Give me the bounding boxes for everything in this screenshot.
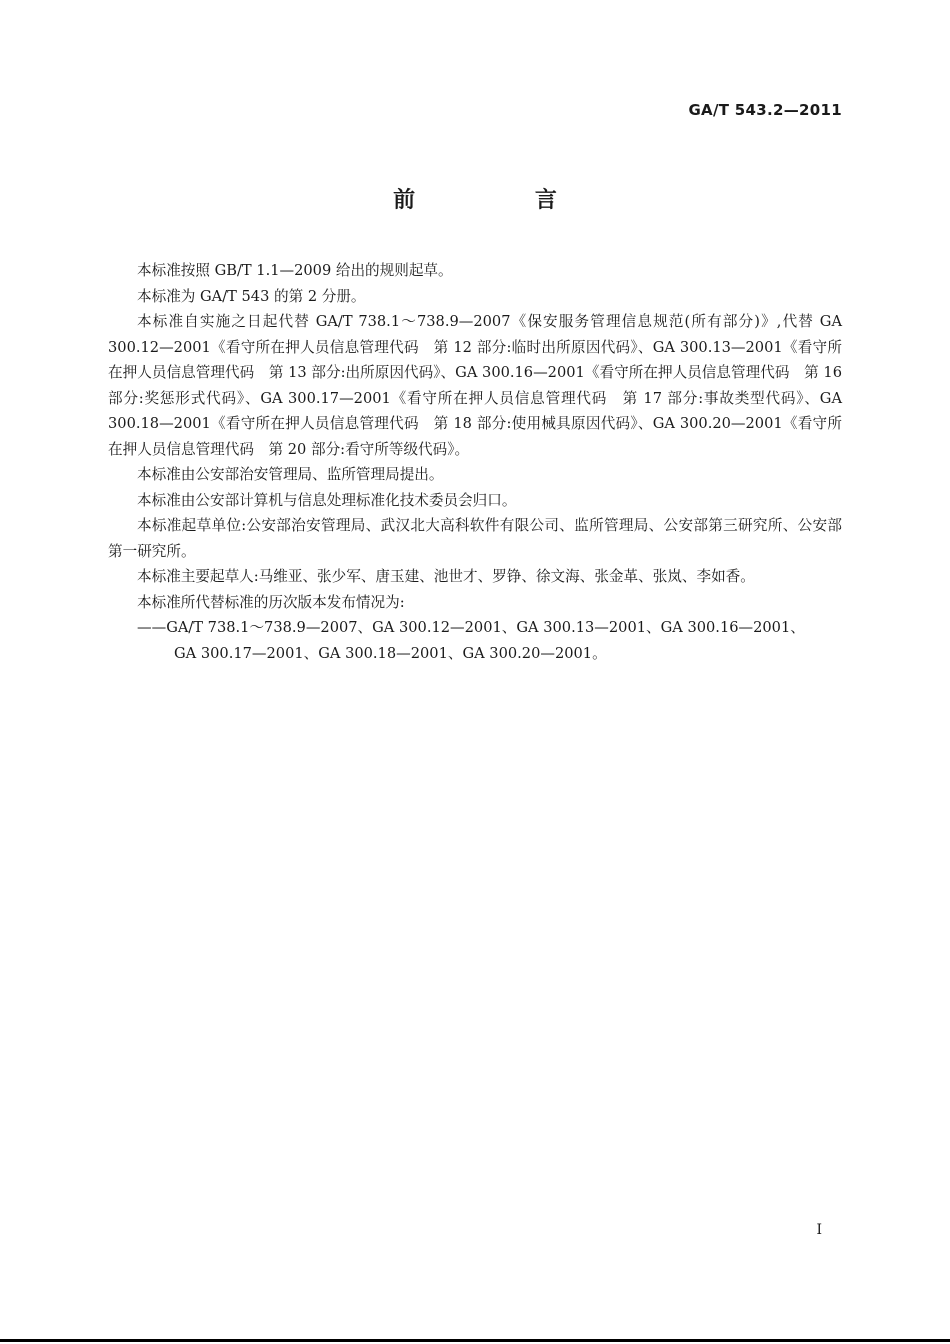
paragraph-under-jurisdiction: 本标准由公安部计算机与信息处理标准化技术委员会归口。 [137, 491, 517, 509]
standard-number: GA/T 543.2—2011 [688, 101, 842, 119]
paragraph-drafting-units: 本标准起草单位:公安部治安管理局、武汉北大高科软件有限公司、监所管理局、公安部第三研究所、公安部第一研究所。 [108, 517, 842, 560]
bottom-border [0, 1339, 950, 1342]
paragraph-part-info: 本标准为 GA/T 543 的第 2 分册。 [137, 287, 366, 305]
paragraph-history-intro: 本标准所代替标准的历次版本发布情况为: [137, 593, 405, 611]
paragraph-replaces: 本标准自实施之日起代替 GA/T 738.1～738.9—2007《保安服务管理信息规范(所有部分)》,代替 GA 300.12—2001《看守所在押人员信息管理代码 第 12 部分:临时出所原因代码》、GA 300.13—2001《看守所在押人员信息管理代码 第 13 部分:出所原因代码》、GA 300.16—2001《看守所在押人员信息管理代码 第 16 部分:奖惩形式代码》、GA 300.17—2001《看守所在押人员信息管理代码 第 17 部分:事故类型代码》、GA 300.18—2001《看守所在押人员信息管理代码 第 18 部分:使用械具原因代码》、GA 300.20—2001《看守所在押人员信息管理代码 第 20 部分:看守所等级代码》。 [108, 313, 842, 458]
history-list-line: ——GA/T 738.1～738.9—2007、GA 300.12—2001、GA 300.13—2001、GA 300.16—2001、 [137, 619, 805, 636]
page-number: I [816, 1222, 822, 1238]
paragraph-proposed-by: 本标准由公安部治安管理局、监所管理局提出。 [137, 466, 444, 483]
paragraph-drafters: 本标准主要起草人:马维亚、张少军、唐玉建、池世才、罗铮、徐文海、张金革、张岚、李如香。 [137, 568, 755, 585]
foreword-body [108, 258, 842, 666]
page-title: 前 言 [393, 188, 613, 213]
history-list-continuation: GA 300.17—2001、GA 300.18—2001、GA 300.20—2001。 [174, 644, 607, 662]
paragraph-drafting-rules: 本标准按照 GB/T 1.1—2009 给出的规则起草。 [137, 262, 453, 279]
